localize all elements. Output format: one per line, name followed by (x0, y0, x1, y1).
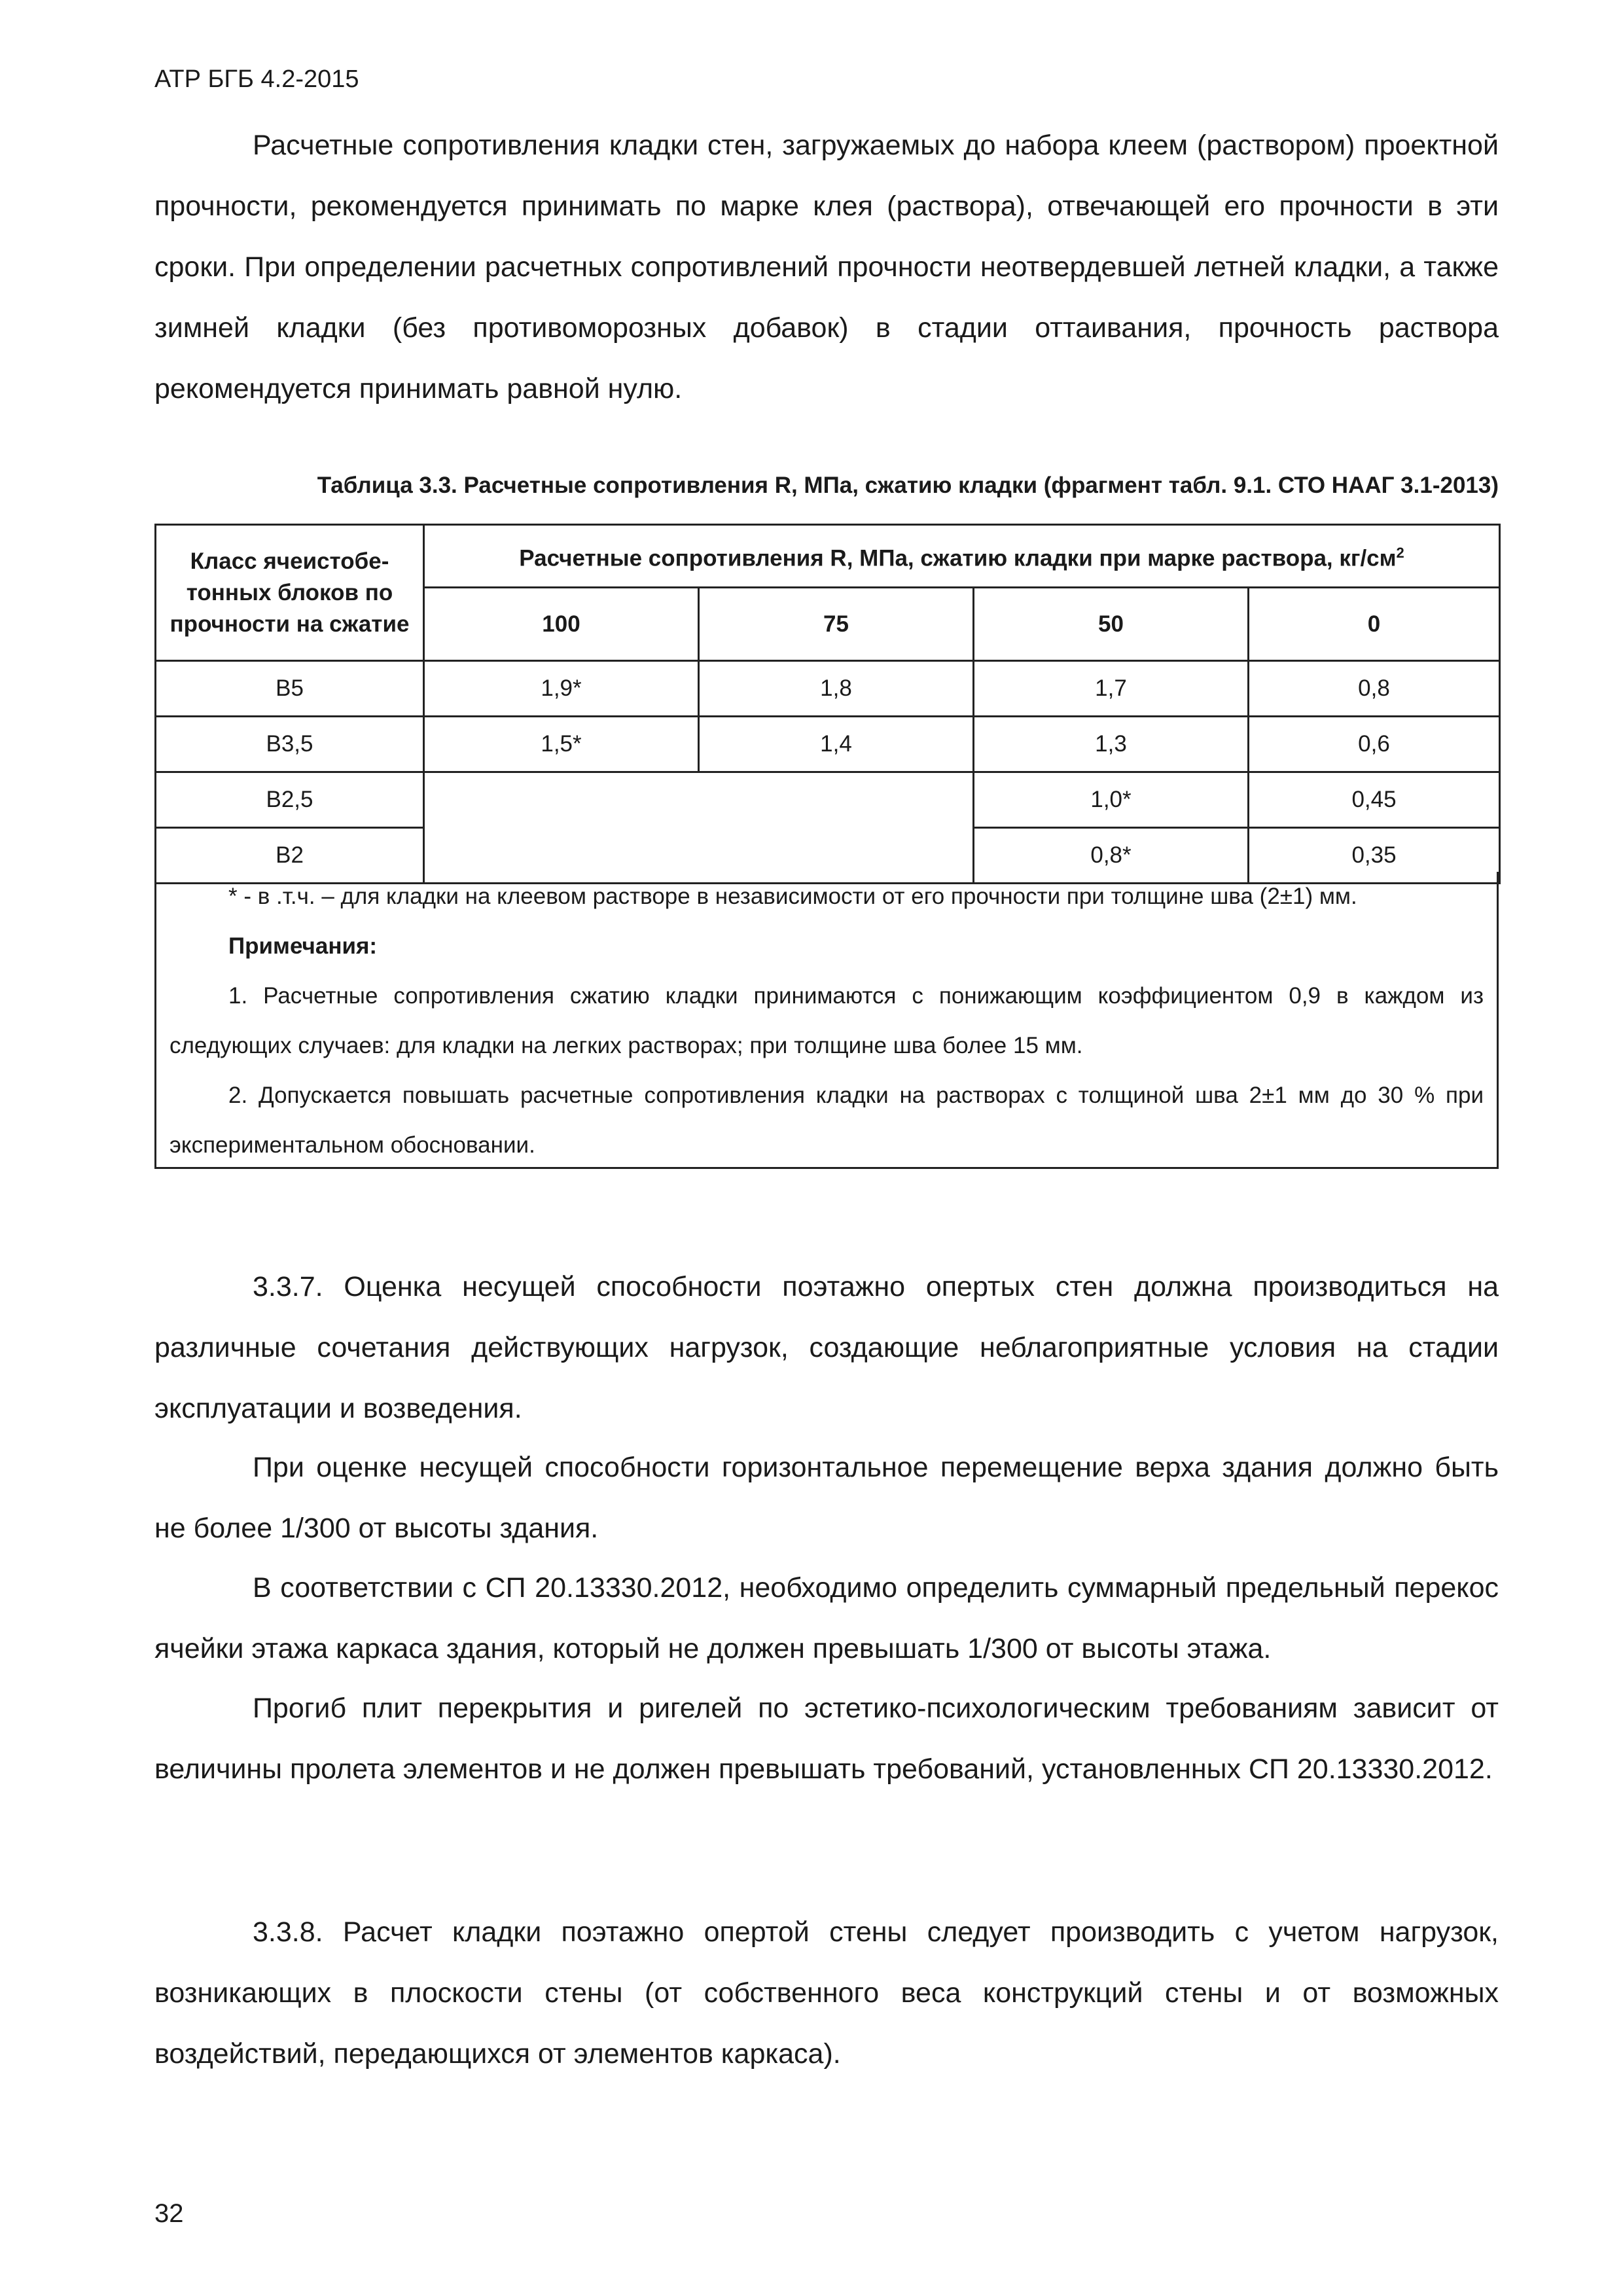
grade-0: 0 (1249, 588, 1500, 661)
empty-merged-cell (424, 772, 974, 884)
note-1: 1. Расчетные сопротивления сжатию кладки принимаются с понижающим коэффициентом 0,9 в каждом из следующих случаев: для кладки на легких растворах; при толщине шва более 15 мм. (169, 983, 1484, 1058)
note-2: 2. Допускается повышать расчетные сопротивления кладки на растворах с толщиной шва 2±1 мм до 30 % при экспериментальном обосновании. (169, 1083, 1484, 1158)
section-3-3-7-paragraph-2 (154, 1437, 1499, 1559)
table-row (156, 717, 1500, 772)
grade-75: 75 (699, 588, 974, 661)
cell-100: 1,5* (424, 717, 699, 772)
section-3-3-7-paragraph-1 (154, 1257, 1499, 1439)
cell-50: 1,3 (974, 717, 1249, 772)
cell-0: 0,6 (1249, 717, 1500, 772)
cell-0: 0,35 (1249, 828, 1500, 884)
cell-75: 1,4 (699, 717, 974, 772)
table-caption: Таблица 3.3. Расчетные сопротивления R, МПа, сжатию кладки (фрагмент табл. 9.1. СТО НААГ 3.1-2013) (317, 473, 1499, 498)
cell-0: 0,45 (1249, 772, 1500, 828)
grade-100: 100 (424, 588, 699, 661)
row-class: В3,5 (156, 717, 424, 772)
group-header-text: Расчетные сопротивления R, МПа, сжатию кладки при марке раствора, кг/см (519, 545, 1397, 571)
class-header: Класс ячеистобе-тонных блоков по прочности на сжатие (156, 525, 424, 661)
cell-50: 0,8* (974, 828, 1249, 884)
cell-50: 1,0* (974, 772, 1249, 828)
cell-0: 0,8 (1249, 661, 1500, 717)
paragraph-text: При оценке несущей способности горизонтальное перемещение верха здания должно быть не более 1/300 от высоты здания. (154, 1452, 1499, 1544)
paragraph-text: 3.3.7. Оценка несущей способности поэтажно опертых стен должна производиться на различные сочетания действующих нагрузок, создающие неблагоприятные условия на стадии эксплуатации и возведения. (154, 1271, 1499, 1424)
notes-title: Примечания: (228, 933, 378, 959)
intro-text: Расчетные сопротивления кладки стен, загружаемых до набора клеем (раствором) проектной прочности, рекомендуется принимать по марке клея (раствора), отвечающей его прочности в эти сроки. При определении расчетных сопротивлений прочности неотвердевшей летней кладки, а также зимней кладки (без противоморозных добавок) в стадии оттаивания, прочность раствора рекомендуется принимать равной нулю. (154, 130, 1499, 404)
table-header-row (156, 525, 1500, 588)
resistance-table (154, 524, 1501, 884)
paragraph-text: Прогиб плит перекрытия и ригелей по эстетико-психологическим требованиям зависит от величины пролета элементов и не должен превышать требований, установленных СП 20.13330.2012. (154, 1693, 1499, 1785)
document-header: АТР БГБ 4.2-2015 (154, 65, 359, 93)
section-3-3-7-paragraph-4 (154, 1678, 1499, 1800)
paragraph-text: В соответствии с СП 20.13330.2012, необходимо определить суммарный предельный перекос ячейки этажа каркаса здания, который не должен превышать 1/300 от высоты этажа. (154, 1572, 1499, 1664)
row-class: В2 (156, 828, 424, 884)
intro-paragraph (154, 115, 1499, 420)
paragraph-text: 3.3.8. Расчет кладки поэтажно опертой стены следует производить с учетом нагрузок, возникающих в плоскости стены (от собственного веса конструкций стены и от возможных воздействий, передающихся от элементов каркаса). (154, 1916, 1499, 2070)
grade-50: 50 (974, 588, 1249, 661)
footnote: * - в .т.ч. – для кладки на клеевом растворе в независимости от его прочности при толщине шва (2±1) мм. (228, 884, 1357, 909)
cell-75: 1,8 (699, 661, 974, 717)
section-3-3-8-paragraph (154, 1902, 1499, 2085)
table-row (156, 772, 1500, 828)
group-header-sup: 2 (1396, 545, 1404, 562)
section-3-3-7-paragraph-3 (154, 1558, 1499, 1679)
row-class: В5 (156, 661, 424, 717)
table-notes (154, 872, 1499, 1169)
group-header (424, 525, 1500, 588)
cell-50: 1,7 (974, 661, 1249, 717)
row-class: В2,5 (156, 772, 424, 828)
cell-100: 1,9* (424, 661, 699, 717)
page-number: 32 (154, 2199, 184, 2228)
table-row (156, 661, 1500, 717)
